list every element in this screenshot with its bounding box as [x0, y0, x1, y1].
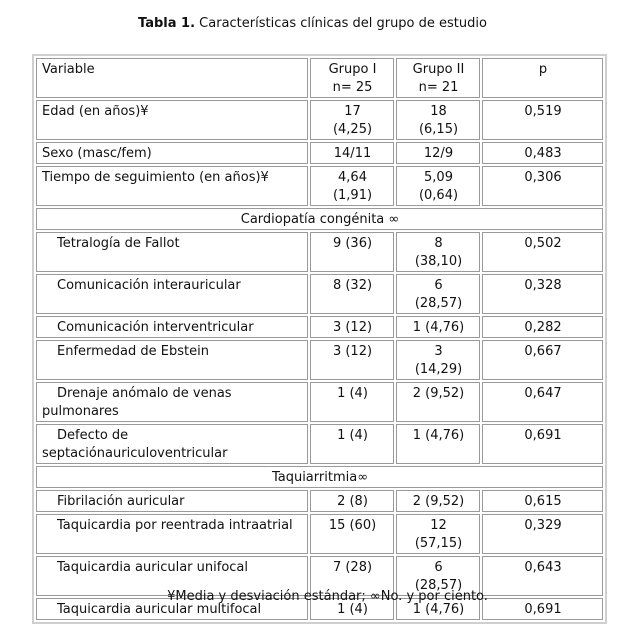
row-grupo-i: 1 (4) — [310, 382, 394, 422]
row-p: 0,691 — [482, 424, 603, 464]
table-footnote: ¥Media y desviación estándar; ∞No. y por ciento. — [167, 589, 488, 604]
table-caption — [0, 16, 625, 31]
row-p: 0,329 — [482, 514, 603, 554]
row-p: 0,519 — [482, 100, 603, 140]
row-variable: Drenaje anómalo de venas pulmonares — [36, 382, 308, 422]
section-row-cardiopatia — [36, 208, 603, 230]
table-row — [36, 100, 603, 140]
row-grupo-i: 4,64 (1,91) — [310, 166, 394, 206]
row-variable: Sexo (masc/fem) — [36, 142, 308, 164]
row-grupo-ii: 1 (4,76) — [396, 424, 480, 464]
clinical-table — [32, 54, 607, 624]
row-grupo-i: 7 (28) — [310, 556, 394, 596]
table-row — [36, 232, 603, 272]
header-p: p — [482, 58, 603, 98]
row-grupo-ii: 2 (9,52) — [396, 382, 480, 422]
row-p: 0,647 — [482, 382, 603, 422]
row-variable: Tiempo de seguimiento (en años)¥ — [36, 166, 308, 206]
row-grupo-ii: 6 (28,57) — [396, 274, 480, 314]
section-title: Cardiopatía congénita ∞ — [36, 208, 603, 230]
row-grupo-ii: 12 (57,15) — [396, 514, 480, 554]
row-p: 0,691 — [482, 598, 603, 620]
row-grupo-ii: 1 (4,76) — [396, 316, 480, 338]
header-grupo-ii: Grupo II n= 21 — [396, 58, 480, 98]
row-grupo-i: 9 (36) — [310, 232, 394, 272]
row-p: 0,306 — [482, 166, 603, 206]
header-grupo-i: Grupo I n= 25 — [310, 58, 394, 98]
table-row — [36, 340, 603, 380]
row-grupo-i: 3 (12) — [310, 340, 394, 380]
row-p: 0,502 — [482, 232, 603, 272]
row-p: 0,643 — [482, 556, 603, 596]
row-grupo-i: 2 (8) — [310, 490, 394, 512]
caption-label: Tabla 1. — [138, 16, 196, 31]
table-row — [36, 514, 603, 554]
row-p: 0,483 — [482, 142, 603, 164]
row-grupo-ii: 5,09 (0,64) — [396, 166, 480, 206]
row-grupo-i: 14/11 — [310, 142, 394, 164]
row-grupo-i: 15 (60) — [310, 514, 394, 554]
row-grupo-ii: 8 (38,10) — [396, 232, 480, 272]
row-grupo-i: 8 (32) — [310, 274, 394, 314]
header-row — [36, 58, 603, 98]
row-p: 0,328 — [482, 274, 603, 314]
row-variable: Fibrilación auricular — [36, 490, 308, 512]
row-variable: Taquicardia auricular unifocal — [36, 556, 308, 596]
row-variable: Defecto de septaciónauriculoventricular — [36, 424, 308, 464]
row-variable: Taquicardia auricular multifocal — [36, 598, 308, 620]
table-row — [36, 274, 603, 314]
row-p: 0,282 — [482, 316, 603, 338]
table-row — [36, 316, 603, 338]
header-variable: Variable — [36, 58, 308, 98]
section-row-taquiarritmia — [36, 466, 603, 488]
row-variable: Tetralogía de Fallot — [36, 232, 308, 272]
row-variable: Comunicación interventricular — [36, 316, 308, 338]
row-grupo-i: 1 (4) — [310, 424, 394, 464]
row-p: 0,615 — [482, 490, 603, 512]
row-variable: Edad (en años)¥ — [36, 100, 308, 140]
table-row — [36, 142, 603, 164]
table-row — [36, 424, 603, 464]
row-grupo-ii: 18 (6,15) — [396, 100, 480, 140]
row-variable: Comunicación interauricular — [36, 274, 308, 314]
row-grupo-i: 3 (12) — [310, 316, 394, 338]
row-p: 0,667 — [482, 340, 603, 380]
row-grupo-ii: 12/9 — [396, 142, 480, 164]
row-grupo-ii: 3 (14,29) — [396, 340, 480, 380]
row-variable: Enfermedad de Ebstein — [36, 340, 308, 380]
table-row — [36, 490, 603, 512]
row-grupo-i: 17 (4,25) — [310, 100, 394, 140]
row-variable: Taquicardia por reentrada intraatrial — [36, 514, 308, 554]
row-grupo-ii: 6 (28,57) — [396, 556, 480, 596]
table-row — [36, 166, 603, 206]
table-row — [36, 382, 603, 422]
section-title: Taquiarritmia∞ — [36, 466, 603, 488]
row-grupo-ii: 2 (9,52) — [396, 490, 480, 512]
row-grupo-ii: 1 (4,76) — [396, 598, 480, 620]
row-grupo-i: 1 (4) — [310, 598, 394, 620]
caption-text: Características clínicas del grupo de estudio — [195, 16, 487, 31]
